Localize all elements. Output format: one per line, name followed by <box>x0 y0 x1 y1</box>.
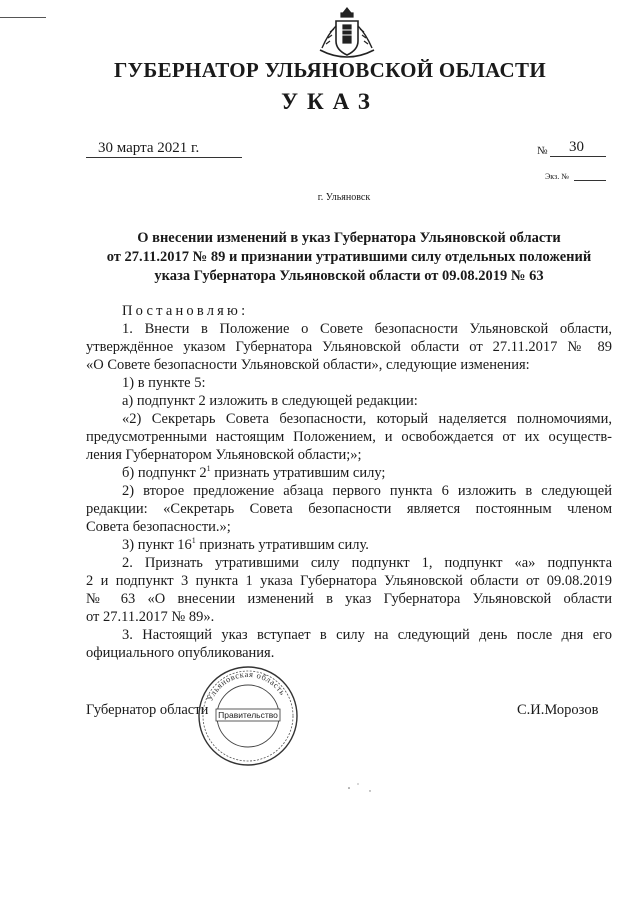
svg-text:Ульяновская область <box>204 669 288 703</box>
body-line: утверждённое указом Губернатора Ульяновской области от 27.11.2017 № 89 <box>86 339 612 355</box>
signatory-name: С.И.Морозов <box>517 702 599 718</box>
header-title: ГУБЕРНАТОР УЛЬЯНОВСКОЙ ОБЛАСТИ <box>114 58 546 82</box>
body-line: 2) второе предложение абзаца первого пункта 6 изложить в следующей <box>122 483 612 499</box>
copy-number-underline <box>574 180 606 181</box>
document-number: 30 <box>569 139 584 155</box>
seal-center-text: Правительство <box>218 710 278 720</box>
body-line: 2. Признать утратившими силу подпункт 1, подпункт «а» подпункта <box>122 555 612 571</box>
city: г. Ульяновск <box>317 192 371 203</box>
subject-line: от 27.11.2017 № 89 и признании утратившими силу отдельных положений <box>106 249 592 265</box>
superscript: 1 <box>206 464 211 474</box>
body-text-part: б) подпункт 2 <box>122 465 207 481</box>
body-line: официального опубликования. <box>86 645 275 661</box>
body-line: 1) в пункте 5: <box>122 375 206 391</box>
body-line <box>86 536 612 554</box>
document-subject <box>86 229 612 286</box>
copy-number-label: Экз. № <box>545 172 569 181</box>
body-line <box>86 464 612 482</box>
body-line: Совета безопасности.»; <box>86 519 231 535</box>
body-text-part: признать утратившим силу. <box>195 537 369 553</box>
document-body <box>86 302 612 662</box>
date-underline <box>86 157 242 158</box>
document-date: 30 марта 2021 г. <box>98 140 200 156</box>
signatory-position: Губернатор области <box>86 702 209 718</box>
body-line: 2 и подпункт 3 пункта 1 указа Губернатора Ульяновской области от 09.08.2019 <box>86 573 612 589</box>
body-line: «О Совете безопасности Ульяновской области», следующие изменения: <box>86 357 530 373</box>
body-text-part: признать утратившим силу; <box>210 465 386 481</box>
body-line: № 63 «О внесении изменений в указ Губернатора Ульяновской области <box>86 591 612 607</box>
number-underline <box>550 156 606 157</box>
body-line: «2) Секретарь Совета безопасности, который наделяется полномочиями, <box>122 411 612 427</box>
body-line: 3. Настоящий указ вступает в силу на следующий день после дня его <box>122 627 612 643</box>
body-line: от 27.11.2017 № 89». <box>86 609 215 625</box>
subject-line: О внесении изменений в указ Губернатора Ульяновской области <box>137 230 561 246</box>
body-line: предусмотренными настоящим Положением, и освобождается от их осуществ- <box>86 429 612 445</box>
scan-specks <box>346 780 376 796</box>
body-line: ления Губернатором Ульяновской области;»; <box>86 447 362 463</box>
intro: Постановляю: <box>122 303 249 319</box>
body-line: редакции: «Секретарь Совета безопасности является постоянным членом <box>86 501 612 517</box>
corner-mark <box>0 17 46 18</box>
superscript: 1 <box>191 536 196 546</box>
seal-ring-text: Ульяновская область <box>204 668 289 703</box>
subject-line: указа Губернатора Ульяновской области от 09.08.2019 № 63 <box>154 268 544 284</box>
body-line: 1. Внести в Положение о Совете безопасности Ульяновской области, <box>122 321 612 337</box>
body-text-part: 3) пункт 16 <box>122 537 192 553</box>
official-seal <box>196 664 300 768</box>
coat-of-arms-icon <box>314 4 380 66</box>
document-type: УКАЗ <box>281 89 379 114</box>
body-line: а) подпункт 2 изложить в следующей редакции: <box>122 393 418 409</box>
number-label: № <box>537 145 548 157</box>
